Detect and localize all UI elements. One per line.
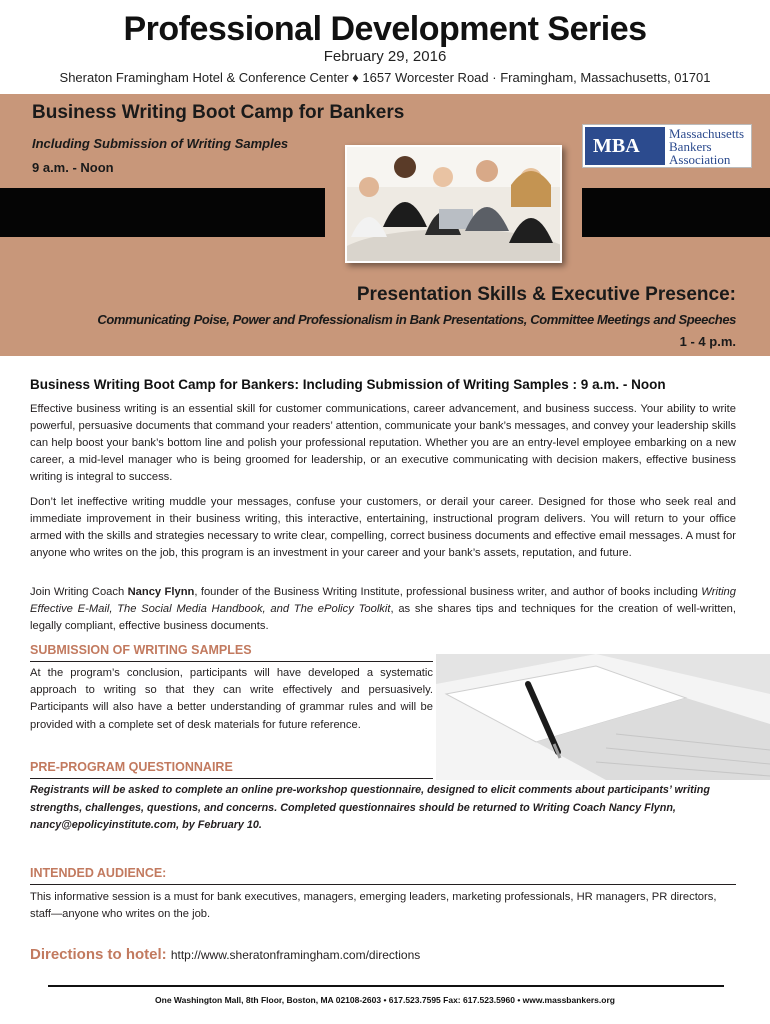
event-date: February 29, 2016 xyxy=(323,48,447,65)
intro-paragraph: Effective business writing is an essential skill for customer communications, career advancement, and business success. Your ability to write powerful, persuasive documents that command your readers’ attention, communicate your bank’s messages, and convey your leadership skills can help boost your bank’s bottom line and polish your professional reputation. Whether you are an entry-level employee embarking on a new career, a mid-level manager who is being groomed for leadership, or an executive communicating with decision makers, effective business writing is integral to success. xyxy=(30,403,736,483)
coach-text-c: , as she shares tips and techniques for the creation of well-written, legally compliant, effective business documents. xyxy=(30,603,736,632)
notebook-illustration xyxy=(436,654,770,780)
footer-contact: One Washington Mall, 8th Floor, Boston, MA 02108-2603 • 617.523.7595 Fax: 617.523.5960 • www.massbankers.org xyxy=(155,995,615,1005)
header-banner xyxy=(0,94,770,356)
coach-name: Nancy Flynn xyxy=(127,586,195,598)
coach-text-b: , founder of the Business Writing Institute, professional business writer, and author of books including xyxy=(194,586,702,598)
submission-paragraph: At the program’s conclusion, participants will have developed a systematic approach to writing so that they can write effectively and persuasively. Participants will also have a better understanding of grammar rules and will be provided with a complete set of desk materials for future reference. xyxy=(30,667,433,731)
logo-line2: Bankers xyxy=(669,139,712,154)
questionnaire-heading: PRE-PROGRAM QUESTIONNAIRE xyxy=(30,760,233,774)
questionnaire-paragraph: Registrants will be asked to complete an online pre-workshop questionnaire, designed to elicit comments about participants’ writing strengths, challenges, questions, and concerns. Completed questionnaires should be returned to Writing Coach Nancy Flynn, nancy@epolicyinstitute.com, by February 10. xyxy=(30,784,710,831)
section-title: Business Writing Boot Camp for Bankers: Including Submission of Writing Samples : 9 a.m. - Noon xyxy=(30,377,666,392)
mba-logo xyxy=(582,124,752,168)
notebook-photo xyxy=(436,654,770,780)
directions-link[interactable]: http://www.sheratonframingham.com/directions xyxy=(170,948,421,962)
session1-title: Business Writing Boot Camp for Bankers xyxy=(32,102,405,123)
session1-time: 9 a.m. - Noon xyxy=(32,160,114,175)
meeting-photo-illustration xyxy=(347,147,562,263)
session1-subtitle: Including Submission of Writing Samples xyxy=(32,136,289,151)
event-venue: Sheraton Framingham Hotel & Conference Center ♦ 1657 Worcester Road · Framingham, Massachusetts, 01701 xyxy=(59,70,711,85)
meeting-photo xyxy=(345,145,562,263)
black-bar-right xyxy=(582,188,770,237)
audience-heading: INTENDED AUDIENCE: xyxy=(30,866,167,880)
benefits-paragraph: Don’t let ineffective writing muddle your messages, confuse your customers, or derail your career. Designed for those who seek real and immediate improvement in their business writing, this interactive, entertaining, instructional program delivers. You will return to your office armed with the skills and strategies necessary to write clear, compelling, correct business documents and effective email messages. A must for anyone who writes on the job, this program is an investment in your career and your bank’s assets, reputation, and future. xyxy=(30,496,736,559)
directions-label: Directions to hotel: xyxy=(30,946,167,963)
session2-time: 1 - 4 p.m. xyxy=(679,334,736,349)
logo-line3: Association xyxy=(669,152,731,167)
audience-rule xyxy=(30,884,736,885)
coach-paragraph xyxy=(30,584,736,635)
directions xyxy=(30,946,420,963)
logo-line1: Massachusetts xyxy=(669,126,745,141)
page-title: Professional Development Series xyxy=(123,10,647,48)
session2-subtitle: Communicating Poise, Power and Professionalism in Bank Presentations, Committee Meetings and Speeches xyxy=(97,312,736,327)
submission-rule xyxy=(30,661,433,662)
logo-name xyxy=(669,127,744,166)
session2-title: Presentation Skills & Executive Presence: xyxy=(356,284,736,305)
coach-books: Writing Effective E-Mail, The Social Media Handbook, and The ePolicy Toolkit xyxy=(30,586,736,615)
audience-paragraph: This informative session is a must for bank executives, managers, emerging leaders, marketing professionals, HR managers, PR directors, staff—anyone who writes on the job. xyxy=(30,891,717,920)
logo-abbr: MBA xyxy=(585,127,665,165)
black-bar-left xyxy=(0,188,325,237)
coach-text-a: Join Writing Coach xyxy=(30,586,128,598)
footer-rule xyxy=(48,985,724,987)
submission-heading: SUBMISSION OF WRITING SAMPLES xyxy=(30,643,252,657)
questionnaire-rule xyxy=(30,778,433,779)
